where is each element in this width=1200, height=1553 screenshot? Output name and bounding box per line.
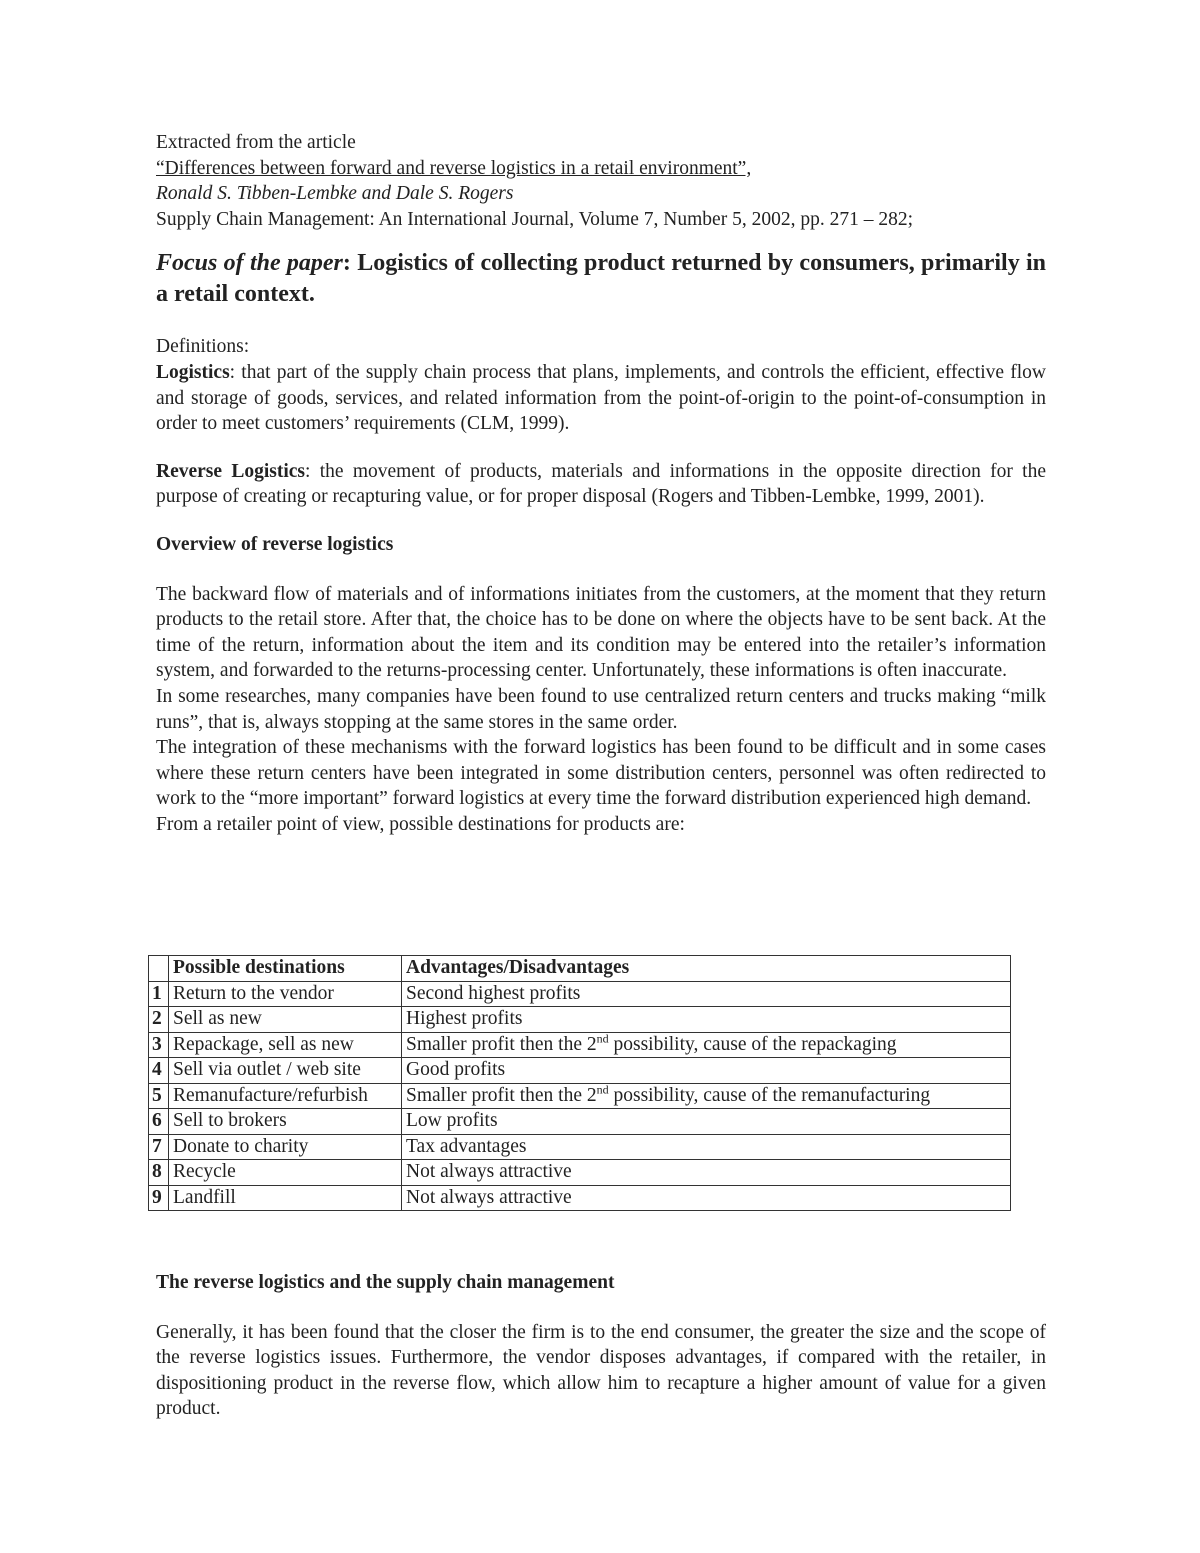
logistics-text: : that part of the supply chain process that plans, implements, and controls the efficient, effective flow and storage of goods, services, and related information from the point-of-origin to the point-of-consumption in order to meet customers’ requirements (CLM, 1999). xyxy=(156,361,1046,435)
scm-paragraph: Generally, it has been found that the closer the firm is to the end consumer, the greater the size and the scope of the reverse logistics issues. Furthermore, the vendor disposes advantages, if compared with the retailer, in dispositioning product in the reverse flow, which allow him to recapture a higher amount of value for a given product. xyxy=(156,1321,1046,1420)
row-advantage: Good profits xyxy=(402,1058,1011,1084)
overview-paragraph: In some researches, many companies have been found to use centralized return centers and trucks making “milk runs”, that is, always stopping at the same stores in the same order. xyxy=(156,685,1046,733)
row-number: 4 xyxy=(149,1058,169,1084)
row-advantage-text: Smaller profit then the 2 xyxy=(406,1084,597,1106)
table-header-advantages: Advantages/Disadvantages xyxy=(402,956,1011,982)
table-row xyxy=(149,1109,1011,1135)
article-title: “Differences between forward and reverse logistics in a retail environment”, xyxy=(156,157,752,179)
row-number: 3 xyxy=(149,1032,169,1058)
table-row xyxy=(149,1134,1011,1160)
row-destination: Donate to charity xyxy=(169,1134,402,1160)
row-advantage: Tax advantages xyxy=(402,1134,1011,1160)
row-destination: Sell as new xyxy=(169,1007,402,1033)
journal-citation: Supply Chain Management: An International Journal, Volume 7, Number 5, 2002, pp. 271 – 282; xyxy=(156,208,913,230)
scm-section xyxy=(156,1270,1046,1422)
article-authors: Ronald S. Tibben-Lembke and Dale S. Rogers xyxy=(156,183,514,205)
reverse-logistics-text: : the movement of products, materials and informations in the opposite direction for the purpose of creating or recapturing value, or for proper disposal (Rogers and Tibben-Lembke, 1999, 2001). xyxy=(156,460,1046,508)
row-destination: Remanufacture/refurbish xyxy=(169,1083,402,1109)
extract-note: Extracted from the article xyxy=(156,132,356,153)
table-row xyxy=(149,1032,1011,1058)
table-row xyxy=(149,1007,1011,1033)
overview-heading: Overview of reverse logistics xyxy=(156,533,394,555)
row-destination: Return to the vendor xyxy=(169,981,402,1007)
row-destination: Repackage, sell as new xyxy=(169,1032,402,1058)
table-header-number xyxy=(149,956,169,982)
row-advantage-text: Smaller profit then the 2 xyxy=(406,1033,597,1055)
logistics-definition xyxy=(156,360,1046,437)
row-advantage xyxy=(402,1083,1011,1109)
table-row xyxy=(149,981,1011,1007)
row-advantage: Not always attractive xyxy=(402,1185,1011,1211)
row-advantage: Second highest profits xyxy=(402,981,1011,1007)
table-row xyxy=(149,1083,1011,1109)
focus-statement xyxy=(156,248,1046,310)
row-destination: Landfill xyxy=(169,1185,402,1211)
logistics-term: Logistics xyxy=(156,361,230,383)
row-destination: Sell to brokers xyxy=(169,1109,402,1135)
table-header-destinations: Possible destinations xyxy=(169,956,402,982)
row-number: 5 xyxy=(149,1083,169,1109)
row-advantage: Not always attractive xyxy=(402,1160,1011,1186)
row-number: 6 xyxy=(149,1109,169,1135)
definitions-heading: Definitions: xyxy=(156,336,250,358)
focus-text: : Logistics of collecting product returned by consumers, primarily in a retail context. xyxy=(156,250,1047,308)
row-advantage-superscript: nd xyxy=(596,1082,609,1096)
table-header-row xyxy=(149,956,1011,982)
table-row xyxy=(149,1185,1011,1211)
scm-heading: The reverse logistics and the supply chain management xyxy=(156,1272,615,1293)
row-number: 2 xyxy=(149,1007,169,1033)
overview-paragraph: From a retailer point of view, possible destinations for products are: xyxy=(156,813,685,835)
row-advantage: Highest profits xyxy=(402,1007,1011,1033)
row-advantage-superscript: nd xyxy=(596,1031,609,1045)
row-advantage: Low profits xyxy=(402,1109,1011,1135)
row-number: 7 xyxy=(149,1134,169,1160)
table-row xyxy=(149,1058,1011,1084)
row-advantage xyxy=(402,1032,1011,1058)
row-destination: Recycle xyxy=(169,1160,402,1186)
reverse-logistics-definition xyxy=(156,459,1046,510)
document-page xyxy=(152,130,1047,1420)
reverse-logistics-term: Reverse Logistics xyxy=(156,460,306,482)
destinations-table xyxy=(148,955,1011,1211)
row-number: 9 xyxy=(149,1185,169,1211)
table-row xyxy=(149,1160,1011,1186)
row-destination: Sell via outlet / web site xyxy=(169,1058,402,1084)
row-advantage-text: possibility, cause of the repackaging xyxy=(608,1033,897,1055)
focus-label: Focus of the paper xyxy=(156,250,343,277)
row-number: 1 xyxy=(149,981,169,1007)
row-number: 8 xyxy=(149,1160,169,1186)
overview-paragraph: The integration of these mechanisms with the forward logistics has been found to be difficult and in some cases where these return centers have been integrated in some distribution centers, personnel was often redirected to work to the “more important” forward logistics at every time the forward distribution experienced high demand. xyxy=(156,737,1046,810)
overview-paragraph: The backward flow of materials and of informations initiates from the customers, at the moment that they return products to the retail store. After that, the choice has to be done on where the objects have to be sent back. At the time of the return, information about the item and its condition may be entered into the retailer’s information system, and forwarded to the returns-processing center. Unfortunately, these informations is often inaccurate. xyxy=(156,583,1046,682)
row-advantage-text: possibility, cause of the remanufacturing xyxy=(608,1084,931,1106)
